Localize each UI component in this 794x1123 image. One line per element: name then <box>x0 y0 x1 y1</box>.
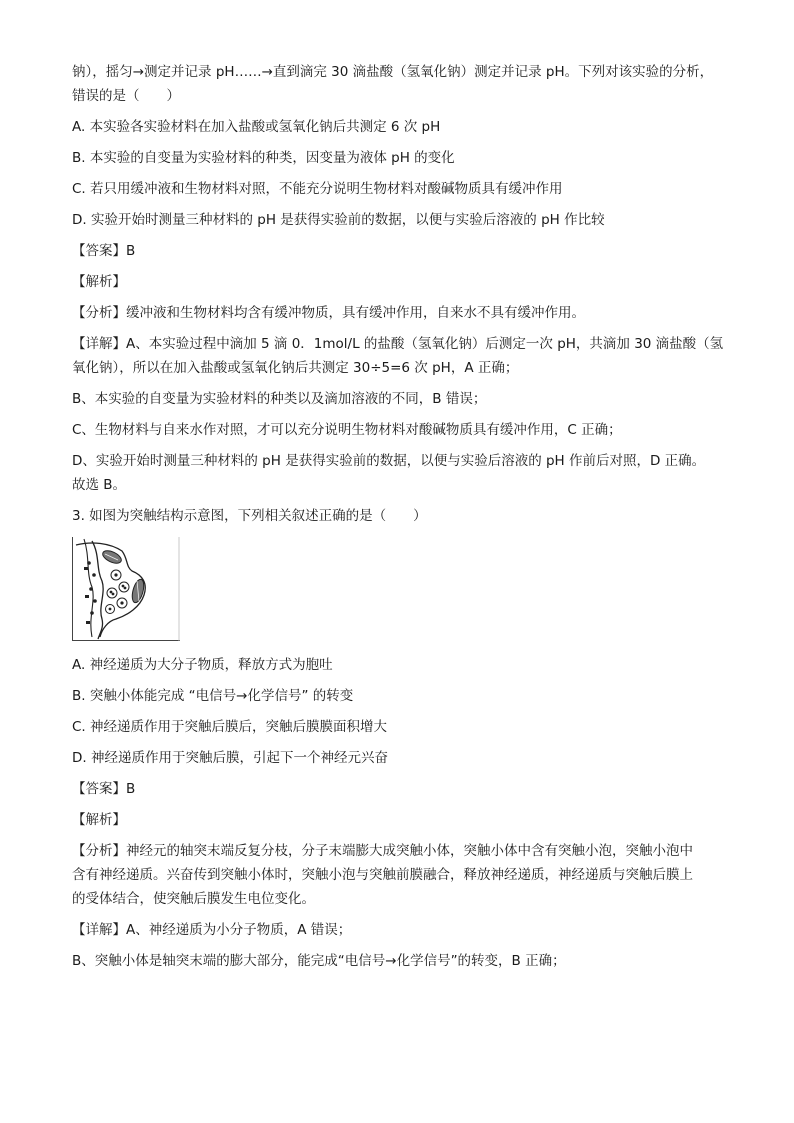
q2-fenxi: 【分析】缓冲液和生物材料均含有缓冲物质，具有缓冲作用，自来水不具有缓冲作用。 <box>72 305 585 321</box>
q3-detail-b: B、突触小体是轴突末端的膨大部分，能完成“电信号→化学信号”的转变，B 正确； <box>72 953 566 969</box>
q2-answer: 【答案】B <box>72 243 136 259</box>
q2-detail-b: B、本实验的自变量为实验材料的种类以及滴加溶液的不同，B 错误； <box>72 391 487 407</box>
q3-fenxi-line2: 含有神经递质。兴奋传到突触小体时，突触小泡与突触前膜融合，释放神经递质，神经递质与突触后膜上 <box>72 867 693 883</box>
q3-option-d: D. 神经递质作用于突触后膜，引起下一个神经元兴奋 <box>72 750 388 766</box>
q3-option-b: B. 突触小体能完成 “电信号→化学信号” 的转变 <box>72 688 354 704</box>
q2-option-b: B. 本实验的自变量为实验材料的种类，因变量为液体 pH 的变化 <box>72 150 455 166</box>
synapse-diagram <box>72 537 180 641</box>
q2-conclusion: 故选 B。 <box>72 477 127 493</box>
q2-detail-c: C、生物材料与自来水作对照，才可以充分说明生物材料对酸碱物质具有缓冲作用，C 正确； <box>72 422 622 438</box>
q3-detail-a: 【详解】A、神经递质为小分子物质，A 错误； <box>72 922 352 938</box>
q3-option-c: C. 神经递质作用于突触后膜后，突触后膜膜面积增大 <box>72 719 388 735</box>
document-page <box>72 62 732 982</box>
q2-analysis-heading: 【解析】 <box>72 274 126 290</box>
q3-option-a: A. 神经递质为大分子物质，释放方式为胞吐 <box>72 657 333 673</box>
q2-detail-line1: 【详解】A、本实验过程中滴加 5 滴 0．1mol/L 的盐酸（氢氧化钠）后测定一次 pH，共滴加 30 滴盐酸（氢 <box>72 336 724 352</box>
q3-analysis-heading: 【解析】 <box>72 812 126 828</box>
q2-detail-d: D、实验开始时测量三种材料的 pH 是获得实验前的数据，以便与实验后溶液的 pH 作前后对照，D 正确。 <box>72 453 706 469</box>
q3-stem: 3. 如图为突触结构示意图，下列相关叙述正确的是（ ） <box>72 508 427 524</box>
q2-stem-line2: 错误的是（ ） <box>72 88 180 104</box>
q3-fenxi-line1: 【分析】神经元的轴突末端反复分枝，分子末端膨大成突触小体，突触小体中含有突触小泡，突触小泡中 <box>72 843 693 859</box>
q3-fenxi-line3: 的受体结合，使突触后膜发生电位变化。 <box>72 891 315 907</box>
q3-answer: 【答案】B <box>72 781 136 797</box>
q2-detail-line2: 氧化钠），所以在加入盐酸或氢氧化钠后共测定 30÷5=6 次 pH，A 正确； <box>72 360 519 376</box>
q2-stem-line1: 钠），摇匀→测定并记录 pH……→直到滴完 30 滴盐酸（氢氧化钠）测定并记录 pH。下列对该实验的分析， <box>72 64 714 80</box>
q2-option-d: D. 实验开始时测量三种材料的 pH 是获得实验前的数据，以便与实验后溶液的 pH 作比较 <box>72 212 605 228</box>
q2-option-c: C. 若只用缓冲液和生物材料对照，不能充分说明生物材料对酸碱物质具有缓冲作用 <box>72 181 563 197</box>
q2-option-a: A. 本实验各实验材料在加入盐酸或氢氧化钠后共测定 6 次 pH <box>72 119 441 135</box>
synapse-diagram-svg <box>72 537 180 641</box>
